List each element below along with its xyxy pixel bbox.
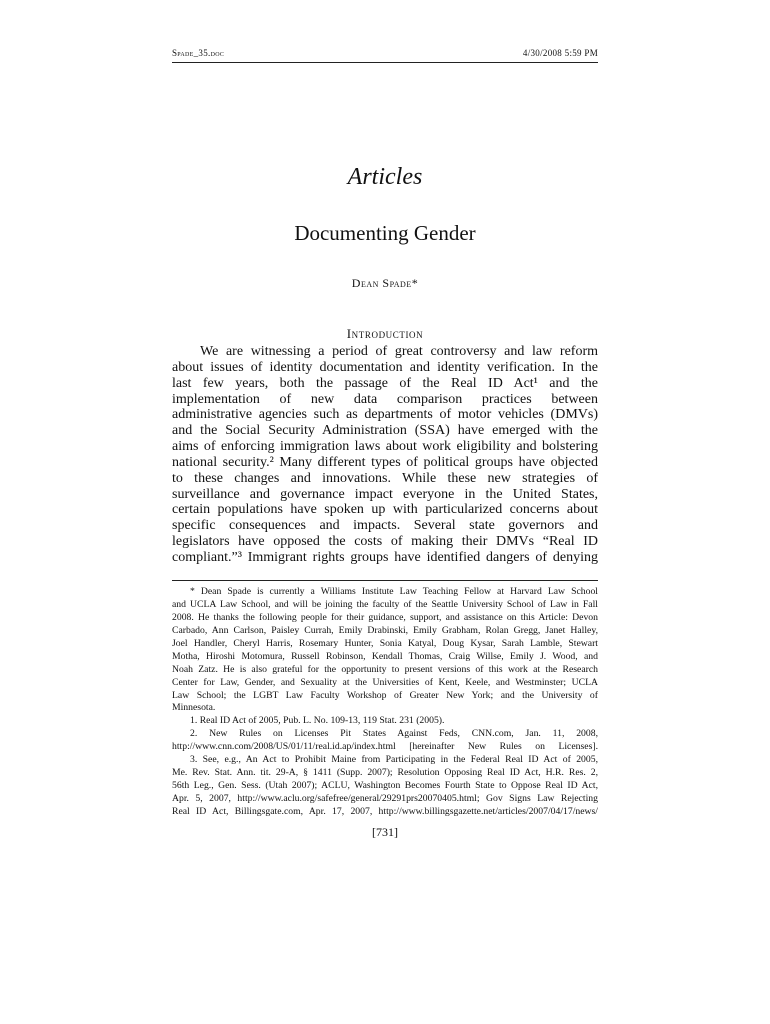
footnote-line: Me. Rev. Stat. Ann. tit. 29-A, § 1411 (Supp. 2007); Resolution Opposing Real ID Act, H.R. Res. 2, [172,767,598,779]
footnote-line: Carbado, Ann Carlson, Paisley Currah, Emily Drabinski, Emily Grabham, Rolan Gregg, Janet Halley, [172,624,598,636]
footnote-line: Noah Zatz. He is also grateful for the opportunity to present versions of this work at the Research [172,663,598,675]
footnote-line: 2. New Rules on Licenses Pit States Against Feds, CNN.com, Jan. 11, 2008, [190,728,598,740]
page-number: [731] [372,825,398,839]
header-timestamp: 4/30/2008 5:59 PM [522,48,598,58]
body-line: specific consequences and impacts. Several state governors and [172,518,598,534]
body-line: compliant.”³ Immigrant rights groups have identified dangers of denying [172,549,598,565]
section-label: Articles [347,164,423,190]
section-heading: Introduction [346,326,424,341]
body-line: and the Social Security Administration (SSA) have emerged with the [172,423,598,439]
body-line: about issues of identity documentation and identity verification. In the [172,359,598,375]
body-line: aims of enforcing immigration laws about work eligibility and bolstering [172,439,598,455]
body-line: legislators have opposed the costs of making their DMVs “Real ID [172,534,598,550]
footnote-line: 1. Real ID Act of 2005, Pub. L. No. 109-13, 119 Stat. 231 (2005). [190,715,445,727]
body-line: implementation of new data comparison practices between [172,391,598,407]
running-header [172,48,598,62]
body-line: administrative agencies such as departments of motor vehicles (DMVs) [172,407,598,423]
header-filename: Spade_35.doc [172,48,225,58]
body-line: We are witnessing a period of great controversy and law reform [200,344,598,359]
footnote-line: Minnesota. [172,702,216,714]
footnote-line: Center for Law, Gender, and Sexuality at the Universities of Kent, Keele, and Westminster; UCLA [172,676,598,688]
footnote-line: 56th Leg., Gen. Sess. (Utah 2007); ACLU, Washington Becomes Fourth State to Oppose Real ID Act, [172,780,598,792]
footnote-rule [172,580,598,581]
footnote-line: Motha, Hiroshi Motomura, Russell Robinson, Kendall Thomas, Craig Willse, Emily J. Wood, and [172,650,598,662]
footnote-line: Law School; the LGBT Law Faculty Workshop of Greater New York; and the University of [172,689,598,701]
body-line: last few years, both the passage of the Real ID Act¹ and the [172,375,598,391]
body-line: surveillance and governance impact everyone in the United States, [172,486,598,502]
body-line: to these changes and innovations. While these new strategies of [172,470,598,486]
footnote-line: Joel Handler, Cheryl Harris, Rosemary Hunter, Sonia Katyal, Doug Kysar, Sarah Lamble, Stewart [172,637,598,649]
article-title: Documenting Gender [294,221,476,245]
footnote-line: 2008. He thanks the following people for their guidance, support, and assistance on this Article: Devon [172,611,598,623]
header-rule [172,62,598,63]
footnotes [172,586,598,819]
body-text [172,344,598,566]
footnote-line: and UCLA Law School, and will be joining the faculty of the Seattle University School of Law in Fall [172,598,598,610]
body-line: national security.² Many different types of political groups have objected [172,454,598,470]
footnote-line: Apr. 5, 2007, http://www.aclu.org/safefree/general/29291prs20070405.html; Gov Signs Law Rejecting [172,793,598,804]
footnote-line: 3. See, e.g., An Act to Prohibit Maine from Participating in the Federal Real ID Act of 2005, [190,754,598,766]
footnote-line: * Dean Spade is currently a Williams Institute Law Teaching Fellow at Harvard Law School [190,586,598,597]
body-line: certain populations have spoken up with particularized concerns about [172,502,598,518]
author-name: Dean Spade* [351,276,419,290]
footnote-line: Real ID Act, Billingsgate.com, Apr. 17, 2007, http://www.billingsgazette.net/articles/2007/04/17/news/ [172,805,598,817]
footnote-line: http://www.cnn.com/2008/US/01/11/real.id.ap/index.html [hereinafter New Rules on Licenses]. [172,741,598,753]
